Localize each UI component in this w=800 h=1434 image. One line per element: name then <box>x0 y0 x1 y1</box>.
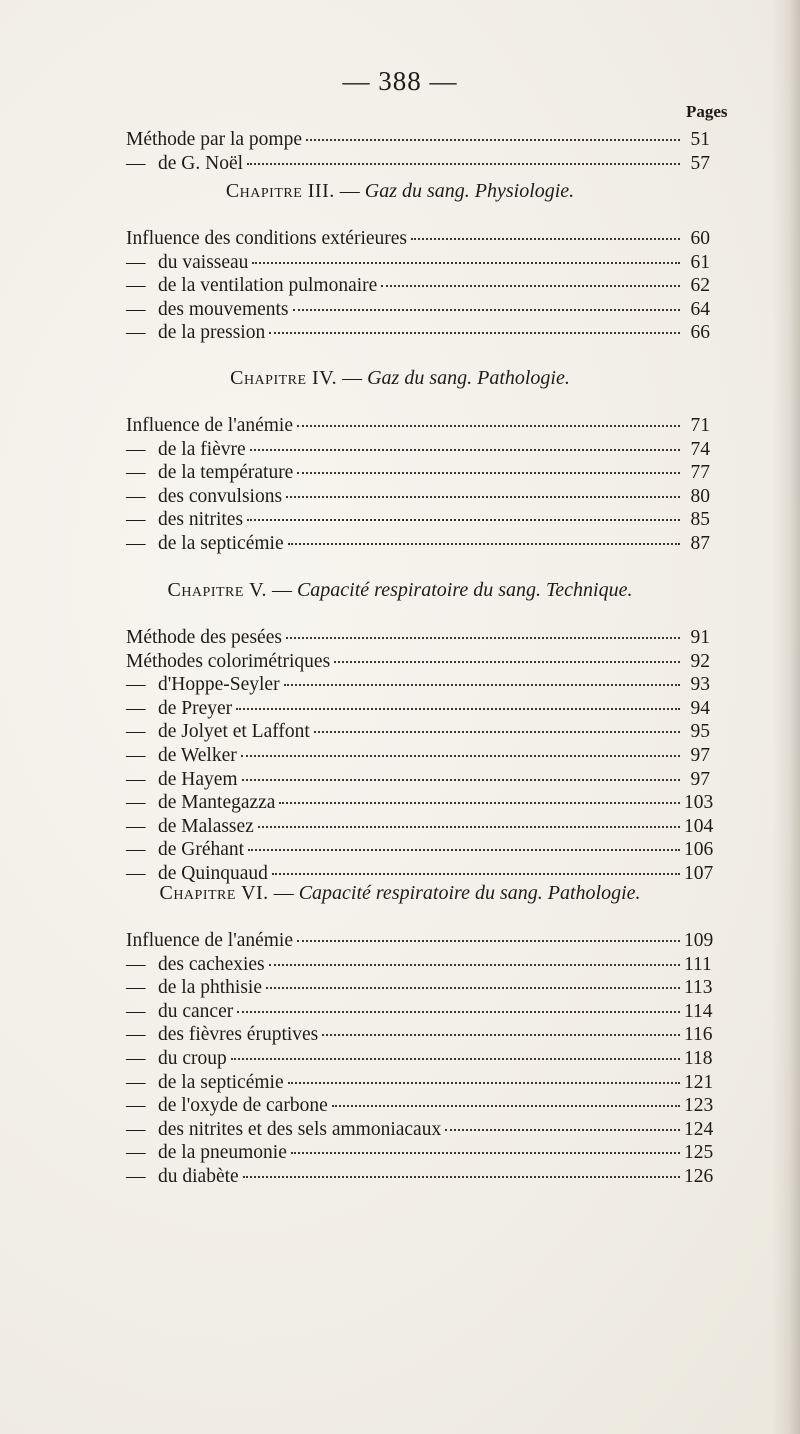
entry-label: du cancer <box>158 1000 234 1022</box>
continuation-dash: — <box>126 863 146 884</box>
entry-page-number: 66 <box>690 322 710 344</box>
dot-leader <box>297 403 680 427</box>
entry-label: de Welker <box>158 745 237 766</box>
dot-leader <box>250 427 680 451</box>
entry-label: de la phthisie <box>158 977 262 999</box>
chapter-separator: — <box>334 180 365 202</box>
entry-page-number: 107 <box>684 863 714 884</box>
entry-page-number: 111 <box>684 953 712 975</box>
entry-label: des cachexies <box>158 953 265 975</box>
entry-label: des fièvres éruptives <box>158 1024 319 1046</box>
entry-label: de la pression <box>158 322 266 344</box>
chapter-separator: — <box>268 882 299 904</box>
entry-label: des convulsions <box>158 485 283 507</box>
continuation-dash: — <box>126 839 146 861</box>
entry-label: de Hayem <box>158 768 238 790</box>
entry-label: du vaisseau <box>158 251 249 273</box>
dot-leader <box>411 216 680 240</box>
continuation-dash: — <box>126 509 146 531</box>
dot-leader <box>297 918 680 942</box>
dot-leader <box>237 989 680 1013</box>
entry-label: Influence de l'anémie <box>126 930 294 951</box>
entry-page-number: 118 <box>684 1048 713 1069</box>
chapter-number: Chapitre V. <box>167 579 267 601</box>
dot-leader <box>286 615 680 639</box>
entry-label: de la septicémie <box>158 533 284 554</box>
page-edge-shadow <box>772 0 800 1434</box>
continuation-dash: — <box>126 1142 146 1164</box>
chapter-number: Chapitre IV. <box>230 367 338 389</box>
continuation-dash: — <box>126 745 146 766</box>
entry-page-number: 71 <box>690 415 710 436</box>
entry-label: Méthode des pesées <box>126 627 282 648</box>
entry-page-number: 109 <box>684 930 714 951</box>
entry-page-number: 94 <box>690 697 710 719</box>
dot-leader <box>322 1012 680 1036</box>
entry-page-number: 104 <box>684 815 714 837</box>
dot-leader <box>272 851 680 875</box>
dot-leader <box>334 639 680 663</box>
dot-leader <box>269 310 680 334</box>
entry-page-number: 93 <box>690 674 710 696</box>
entry-page-number: 97 <box>690 768 710 790</box>
entry-page-number: 95 <box>690 721 710 743</box>
continuation-dash: — <box>126 152 146 174</box>
chapter-title: Capacité respiratoire du sang. Technique. <box>296 579 633 601</box>
continuation-dash: — <box>126 275 146 297</box>
continuation-dash: — <box>126 298 146 320</box>
entry-page-number: 123 <box>684 1095 714 1117</box>
continuation-dash: — <box>126 462 146 484</box>
continuation-dash: — <box>126 953 146 975</box>
toc-entry <box>126 1158 714 1187</box>
entry-label: d'Hoppe-Seyler <box>158 674 280 696</box>
entry-label: Influence de l'anémie <box>126 415 294 436</box>
chapter-heading <box>0 367 800 390</box>
entry-label: de Mantegazza <box>158 792 276 814</box>
continuation-dash: — <box>126 721 146 743</box>
chapter-title: Gaz du sang. Pathologie. <box>367 367 570 389</box>
entry-label: de la pneumonie <box>158 1142 287 1164</box>
toc-entry <box>126 855 714 884</box>
continuation-dash: — <box>126 792 146 814</box>
dot-leader <box>332 1083 680 1107</box>
continuation-dash: — <box>126 674 146 696</box>
toc-entry <box>126 525 710 554</box>
entry-page-number: 121 <box>684 1071 714 1093</box>
entry-label: de Preyer <box>158 697 233 719</box>
chapter-separator: — <box>337 367 368 389</box>
dot-leader <box>286 474 680 498</box>
entry-page-number: 113 <box>684 977 713 999</box>
chapter-heading <box>0 882 800 905</box>
entry-page-number: 87 <box>690 533 710 554</box>
entry-page-number: 80 <box>690 485 710 507</box>
entry-page-number: 114 <box>684 1000 713 1022</box>
dot-leader <box>252 240 680 264</box>
entry-page-number: 77 <box>690 462 710 484</box>
entry-label: de la ventilation pulmonaire <box>158 275 378 297</box>
continuation-dash: — <box>126 533 146 554</box>
entry-label: des mouvements <box>158 298 289 320</box>
entry-label: de la septicémie <box>158 1071 284 1093</box>
entry-page-number: 103 <box>684 792 714 814</box>
dot-leader <box>243 1154 680 1178</box>
dot-leader <box>236 686 680 710</box>
dot-leader <box>269 942 680 966</box>
chapter-separator: — <box>266 579 297 601</box>
entry-page-number: 116 <box>684 1024 713 1046</box>
continuation-dash: — <box>126 1118 146 1140</box>
entry-label: Méthode par la pompe <box>126 129 302 150</box>
continuation-dash: — <box>126 1000 146 1022</box>
entry-label: de la température <box>158 462 294 484</box>
chapter-heading <box>0 180 800 203</box>
page-number-header: — 388 — <box>342 66 458 96</box>
entry-label: des nitrites <box>158 509 244 531</box>
entry-page-number: 85 <box>690 509 710 531</box>
dot-leader <box>306 117 680 141</box>
entry-label: Influence des conditions extérieures <box>126 228 408 249</box>
entry-page-number: 61 <box>690 251 710 273</box>
entry-label: de Quinquaud <box>158 863 268 884</box>
entry-page-number: 74 <box>690 438 710 460</box>
dot-leader <box>297 450 680 474</box>
continuation-dash: — <box>126 1048 146 1069</box>
dot-leader <box>231 1036 680 1060</box>
chapter-title: Gaz du sang. Physiologie. <box>364 180 575 202</box>
continuation-dash: — <box>126 1024 146 1046</box>
dot-leader <box>266 965 680 989</box>
entry-label: du croup <box>158 1048 227 1069</box>
entry-label: de Jolyet et Laffont <box>158 721 310 743</box>
pages-column-label: Pages <box>686 102 728 121</box>
entry-label: de la fièvre <box>158 438 246 460</box>
entry-page-number: 106 <box>684 839 714 861</box>
entry-page-number: 125 <box>684 1142 714 1164</box>
dot-leader <box>288 1060 680 1084</box>
entry-label: des nitrites et des sels ammoniacaux <box>158 1118 442 1140</box>
entry-page-number: 126 <box>684 1166 714 1187</box>
chapter-title: Capacité respiratoire du sang. Pathologie. <box>298 882 641 904</box>
entry-page-number: 91 <box>690 627 710 648</box>
continuation-dash: — <box>126 438 146 460</box>
toc-entry <box>126 314 710 344</box>
entry-page-number: 124 <box>684 1118 714 1140</box>
continuation-dash: — <box>126 977 146 999</box>
continuation-dash: — <box>126 485 146 507</box>
chapter-heading <box>0 579 800 602</box>
dot-leader <box>288 521 680 545</box>
entry-label: Méthodes colorimétriques <box>126 650 331 672</box>
chapter-number: Chapitre VI. <box>159 882 269 904</box>
entry-label: du diabète <box>158 1166 239 1187</box>
dot-leader <box>314 709 680 733</box>
entry-page-number: 60 <box>690 228 710 249</box>
dot-leader <box>247 497 680 521</box>
entry-page-number: 62 <box>690 275 710 297</box>
entry-label: de Malassez <box>158 815 254 837</box>
continuation-dash: — <box>126 697 146 719</box>
entry-page-number: 51 <box>690 129 710 150</box>
continuation-dash: — <box>126 1071 146 1093</box>
continuation-dash: — <box>126 1095 146 1117</box>
continuation-dash: — <box>126 322 146 344</box>
dot-leader <box>248 827 680 851</box>
dot-leader <box>279 780 680 804</box>
continuation-dash: — <box>126 1166 146 1187</box>
entry-page-number: 97 <box>690 745 710 766</box>
dot-leader <box>381 263 680 287</box>
continuation-dash: — <box>126 815 146 837</box>
entry-page-number: 57 <box>690 152 710 174</box>
entry-page-number: 92 <box>690 650 710 672</box>
dot-leader <box>247 141 680 165</box>
entry-label: de G. Noël <box>158 152 244 174</box>
dot-leader <box>291 1130 680 1154</box>
dot-leader <box>445 1107 680 1131</box>
dot-leader <box>258 804 680 828</box>
toc-intro-entry <box>126 145 710 174</box>
continuation-dash: — <box>126 768 146 790</box>
continuation-dash: — <box>126 251 146 273</box>
chapter-number: Chapitre III. <box>225 180 335 202</box>
dot-leader <box>293 287 680 311</box>
entry-page-number: 64 <box>690 298 710 320</box>
dot-leader <box>242 757 680 781</box>
entry-label: de l'oxyde de carbone <box>158 1095 328 1117</box>
dot-leader <box>241 733 680 757</box>
entry-label: de Gréhant <box>158 839 245 861</box>
dot-leader <box>284 662 680 686</box>
